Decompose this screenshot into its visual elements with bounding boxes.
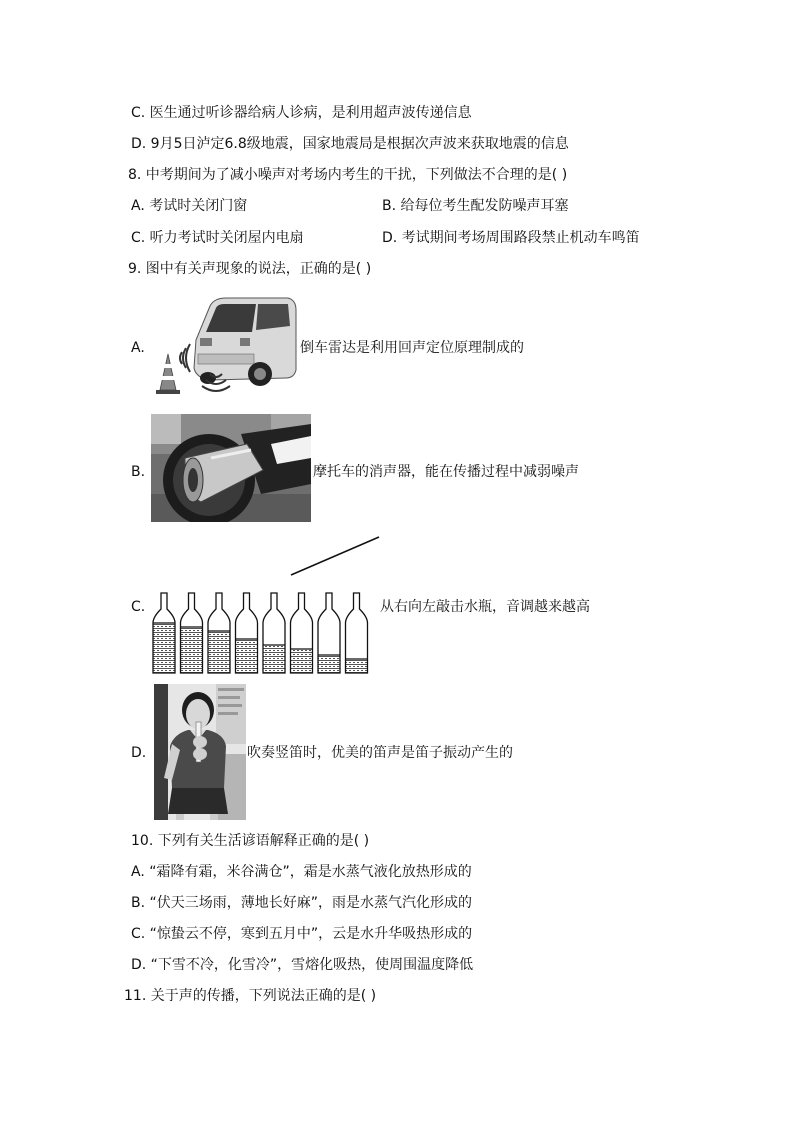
q8-option-c: C. 听力考试时关闭屋内电扇: [131, 230, 304, 246]
q11-stem: 11. 关于声的传播，下列说法正确的是( ): [124, 988, 377, 1004]
bottle-water: [181, 627, 203, 673]
q7-option-d: D. 9月5日泸定6.8级地震，国家地震局是根据次声波来获取地震的信息: [131, 136, 569, 152]
bottle-water: [318, 655, 340, 673]
motorcycle-muffler-image: [151, 414, 311, 522]
q10-option-c: C. “惊蛰云不停，寒到五月中”，云是水升华吸热形成的: [131, 926, 473, 942]
bottle-water: [236, 639, 258, 673]
q8-option-d: D. 考试期间考场周围路段禁止机动车鸣笛: [382, 230, 640, 246]
q7-option-c: C. 医生通过听诊器给病人诊病，是利用超声波传递信息: [131, 105, 472, 121]
q8-option-a: A. 考试时关闭门窗: [131, 198, 248, 214]
q9-option-b-letter: B.: [131, 464, 146, 480]
girl-recorder-image: [154, 684, 246, 820]
q9-stem: 9. 图中有关声现象的说法，正确的是( ): [128, 261, 372, 277]
q9-option-a-letter: A.: [131, 340, 145, 356]
q9-option-c-letter: C.: [131, 599, 146, 615]
bottle-water: [208, 631, 230, 673]
q10-option-b: B. “伏天三场雨，薄地长好麻”，雨是水蒸气汽化形成的: [131, 895, 473, 911]
bottle-water: [153, 623, 175, 673]
q10-option-d: D. “下雪不冷，化雪冷”，雪熔化吸热，使周围温度降低: [131, 957, 474, 973]
car-radar-image: [148, 292, 298, 398]
q9-option-b-text: 摩托车的消声器，能在传播过程中减弱噪声: [313, 464, 579, 480]
q8-stem: 8. 中考期间为了减小噪声对考场内考生的干扰，下列做法不合理的是( ): [128, 167, 568, 183]
q10-option-a: A. “霜降有霜，米谷满仓”，霜是水蒸气液化放热形成的: [131, 864, 472, 880]
bottle-water: [263, 645, 285, 673]
bottle-water: [291, 649, 313, 673]
water-bottles-image: [148, 535, 380, 677]
q9-option-a-text: 倒车雷达是利用回声定位原理制成的: [300, 340, 524, 356]
q9-option-c-text: 从右向左敲击水瓶，音调越来越高: [380, 599, 590, 615]
bottle-water: [346, 659, 368, 673]
q8-option-b: B. 给每位考生配发防噪声耳塞: [382, 198, 569, 214]
q9-option-d-letter: D.: [131, 745, 147, 761]
q10-stem: 10. 下列有关生活谚语解释正确的是( ): [131, 833, 370, 849]
q9-option-d-text: 吹奏竖笛时，优美的笛声是笛子振动产生的: [247, 745, 513, 761]
